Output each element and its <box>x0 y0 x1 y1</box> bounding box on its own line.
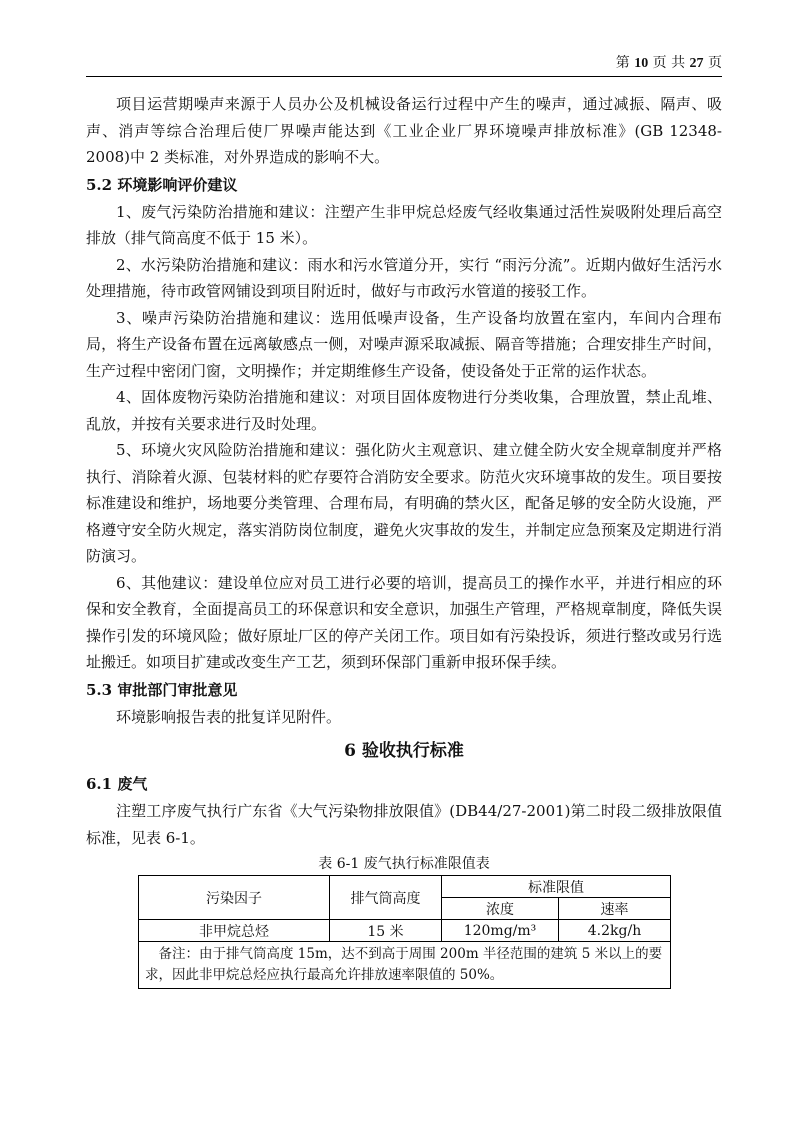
page-number: 10 <box>634 56 649 71</box>
suggestion-item-6: 6、其他建议：建设单位应对员工进行必要的培训，提高员工的操作水平，并进行相应的环保和安全教育，全面提高员工的环保意识和安全意识，加强生产管理，严格规章制度，降低失误操作引发的环境风险；做好原址厂区的停产关闭工作。项目如有污染投诉，须进行整改或另行选址搬迁。如项目扩建或改变生产工艺，须到环保部门重新申报环保手续。 <box>86 573 722 671</box>
section-5-3-heading: 5.3 审批部门审批意见 <box>86 680 238 699</box>
exhaust-paragraph: 注塑工序废气执行广东省《大气污染物排放限值》(DB44/27-2001)第二时段二级排放限值标准，见表 6-1。 <box>86 802 722 847</box>
document-body <box>86 91 722 989</box>
table-caption: 表 6-1 废气执行标准限值表 <box>318 856 490 872</box>
table-note-row <box>139 942 671 989</box>
header-rate: 速率 <box>559 898 671 920</box>
header-factor: 污染因子 <box>139 876 330 920</box>
table-header-row <box>139 876 671 898</box>
header-limit: 标准限值 <box>442 876 671 898</box>
table-row <box>139 920 671 942</box>
noise-paragraph: 项目运营期噪声来源于人员办公及机械设备运行过程中产生的噪声，通过减振、隔声、吸声、消声等综合治理后使厂界噪声能达到《工业企业厂界环境噪声排放标准》(GB 12348-2008)中 2 类标准，对外界造成的影响不大。 <box>86 95 722 166</box>
suggestion-item-5: 5、环境火灾风险防治措施和建议：强化防火主观意识、建立健全防火安全规章制度并严格执行、消除着火源、包装材料的贮存要符合消防安全要求。防范火灾环境事故的发生。项目要按标准建设和维护，场地要分类管理、合理布局，有明确的禁火区，配备足够的安全防火设施，严格遵守安全防火规定，落实消防岗位制度，避免火灾事故的发生，并制定应急预案及定期进行消防演习。 <box>86 441 722 565</box>
cell-concentration: 120mg/m³ <box>442 920 559 942</box>
exhaust-standard-table <box>138 875 671 989</box>
page-total: 27 <box>689 56 704 71</box>
chapter-6-heading: 6 验收执行标准 <box>344 741 464 761</box>
page-header <box>86 54 722 77</box>
suggestion-item-3: 3、噪声污染防治措施和建议：选用低噪声设备，生产设备均放置在室内，车间内合理布局，将生产设备布置在远离敏感点一侧，对噪声源采取减振、隔音等措施；合理安排生产时间，生产过程中密闭门窗，文明操作；并定期维修生产设备，使设备处于正常的运作状态。 <box>86 308 722 380</box>
cell-height: 15 米 <box>330 920 442 942</box>
section-6-1-heading: 6.1 废气 <box>86 775 148 793</box>
page-prefix: 第 <box>615 55 630 71</box>
suggestion-item-4: 4、固体废物污染防治措施和建议：对项目固体废物进行分类收集，合理放置，禁止乱堆、乱放，并按有关要求进行及时处理。 <box>86 388 722 433</box>
page-suffix: 页 <box>708 55 722 71</box>
section-5-2-heading: 5.2 环境影响评价建议 <box>86 175 238 194</box>
suggestion-item-2: 2、水污染防治措施和建议：雨水和污水管道分开，实行 “雨污分流”。近期内做好生活污水处理措施，待市政管网铺设到项目附近时，做好与市政污水管道的接驳工作。 <box>86 255 722 300</box>
cell-factor: 非甲烷总烃 <box>139 920 330 942</box>
table-note: 备注：由于排气筒高度 15m，达不到高于周围 200m 半径范围的建筑 5 米以上的要求，因此非甲烷总烃应执行最高允许排放速率限值的 50%。 <box>139 942 671 989</box>
header-height: 排气筒高度 <box>330 876 442 920</box>
suggestion-item-1: 1、废气污染防治措施和建议：注塑产生非甲烷总烃废气经收集通过活性炭吸附处理后高空排放（排气筒高度不低于 15 米）。 <box>86 202 722 247</box>
header-concentration: 浓度 <box>442 898 559 920</box>
page-mid: 页 共 <box>652 55 686 71</box>
cell-rate: 4.2kg/h <box>559 920 671 942</box>
approval-paragraph: 环境影响报告表的批复详见附件。 <box>116 707 342 726</box>
